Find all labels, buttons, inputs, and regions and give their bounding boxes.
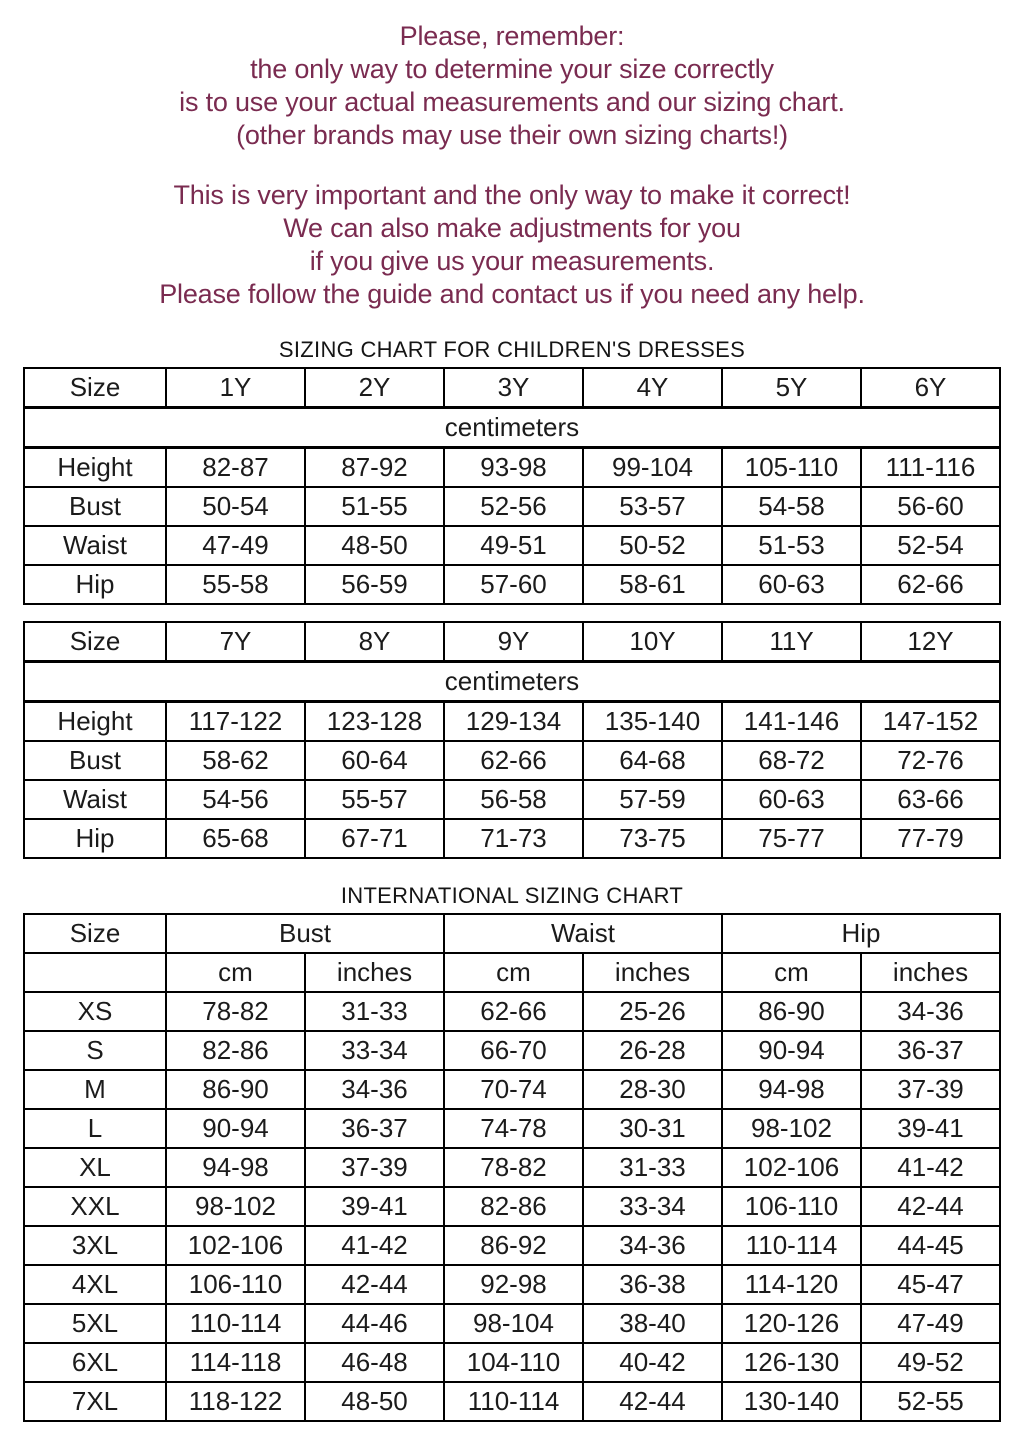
children-chart-title: SIZING CHART FOR CHILDREN'S DRESSES bbox=[278, 337, 746, 362]
size-column-header: 8Y bbox=[305, 622, 444, 662]
measure-value: 98-102 bbox=[166, 1187, 305, 1226]
measure-value: 68-72 bbox=[722, 741, 861, 780]
size-column-header: 1Y bbox=[166, 368, 305, 408]
unit-row bbox=[24, 408, 1000, 448]
measure-value: 33-34 bbox=[583, 1187, 722, 1226]
measure-value: 51-53 bbox=[722, 526, 861, 565]
measure-value: 52-54 bbox=[861, 526, 1000, 565]
size-cell: XS bbox=[24, 992, 166, 1031]
measure-value: 86-90 bbox=[722, 992, 861, 1031]
measure-value: 56-59 bbox=[305, 565, 444, 604]
unit-header-inches: inches bbox=[861, 953, 1000, 992]
measure-label: Height bbox=[24, 448, 166, 488]
measure-row bbox=[24, 741, 1000, 780]
size-cell: 4XL bbox=[24, 1265, 166, 1304]
unit-header-cm: cm bbox=[722, 953, 861, 992]
children-size-table-1y-6y bbox=[23, 367, 1001, 605]
measure-value: 90-94 bbox=[166, 1109, 305, 1148]
measure-value: 65-68 bbox=[166, 819, 305, 858]
size-row bbox=[24, 1109, 1000, 1148]
size-cell: L bbox=[24, 1109, 166, 1148]
measure-value: 58-61 bbox=[583, 565, 722, 604]
measure-value: 44-45 bbox=[861, 1226, 1000, 1265]
measure-value: 40-42 bbox=[583, 1343, 722, 1382]
measure-value: 93-98 bbox=[444, 448, 583, 488]
measure-value: 99-104 bbox=[583, 448, 722, 488]
measure-value: 37-39 bbox=[861, 1070, 1000, 1109]
measure-value: 126-130 bbox=[722, 1343, 861, 1382]
measure-row bbox=[24, 448, 1000, 488]
unit-header-inches: inches bbox=[583, 953, 722, 992]
unit-label: centimeters bbox=[24, 662, 1000, 702]
measure-label: Hip bbox=[24, 565, 166, 604]
measure-value: 36-37 bbox=[305, 1109, 444, 1148]
measure-value: 106-110 bbox=[166, 1265, 305, 1304]
size-row bbox=[24, 1226, 1000, 1265]
measure-value: 48-50 bbox=[305, 1382, 444, 1421]
measure-value: 82-86 bbox=[166, 1031, 305, 1070]
size-column-header: 3Y bbox=[444, 368, 583, 408]
measure-value: 57-59 bbox=[583, 780, 722, 819]
size-column-header: 11Y bbox=[722, 622, 861, 662]
measure-value: 135-140 bbox=[583, 702, 722, 742]
measure-value: 39-41 bbox=[861, 1109, 1000, 1148]
measure-value: 28-30 bbox=[583, 1070, 722, 1109]
measure-value: 48-50 bbox=[305, 526, 444, 565]
measure-value: 41-42 bbox=[305, 1226, 444, 1265]
measure-value: 111-116 bbox=[861, 448, 1000, 488]
measure-label: Bust bbox=[24, 487, 166, 526]
measure-value: 129-134 bbox=[444, 702, 583, 742]
measure-row bbox=[24, 819, 1000, 858]
intro-line: if you give us your measurements. bbox=[309, 246, 715, 276]
measure-value: 56-58 bbox=[444, 780, 583, 819]
measure-value: 47-49 bbox=[861, 1304, 1000, 1343]
size-cell: M bbox=[24, 1070, 166, 1109]
measure-value: 70-74 bbox=[444, 1070, 583, 1109]
measure-value: 78-82 bbox=[444, 1148, 583, 1187]
measure-value: 87-92 bbox=[305, 448, 444, 488]
size-row bbox=[24, 1070, 1000, 1109]
measure-value: 66-70 bbox=[444, 1031, 583, 1070]
measure-value: 44-46 bbox=[305, 1304, 444, 1343]
size-row bbox=[24, 992, 1000, 1031]
size-cell: S bbox=[24, 1031, 166, 1070]
size-column-header: 10Y bbox=[583, 622, 722, 662]
measure-value: 62-66 bbox=[861, 565, 1000, 604]
measure-value: 60-64 bbox=[305, 741, 444, 780]
measure-value: 57-60 bbox=[444, 565, 583, 604]
international-chart-title: INTERNATIONAL SIZING CHART bbox=[340, 883, 684, 908]
size-cell: 3XL bbox=[24, 1226, 166, 1265]
measure-value: 98-102 bbox=[722, 1109, 861, 1148]
size-row bbox=[24, 1187, 1000, 1226]
measure-value: 106-110 bbox=[722, 1187, 861, 1226]
measure-value: 72-76 bbox=[861, 741, 1000, 780]
measure-value: 77-79 bbox=[861, 819, 1000, 858]
size-row bbox=[24, 1031, 1000, 1070]
size-row bbox=[24, 1148, 1000, 1187]
intro-note-primary bbox=[0, 0, 1024, 152]
size-cell: XL bbox=[24, 1148, 166, 1187]
measure-value: 47-49 bbox=[166, 526, 305, 565]
measure-value: 141-146 bbox=[722, 702, 861, 742]
unit-header-row bbox=[24, 953, 1000, 992]
measure-value: 75-77 bbox=[722, 819, 861, 858]
measure-value: 120-126 bbox=[722, 1304, 861, 1343]
measure-row bbox=[24, 702, 1000, 742]
measure-value: 110-114 bbox=[166, 1304, 305, 1343]
measure-value: 130-140 bbox=[722, 1382, 861, 1421]
measure-value: 45-47 bbox=[861, 1265, 1000, 1304]
size-cell: 7XL bbox=[24, 1382, 166, 1421]
size-column-header: 9Y bbox=[444, 622, 583, 662]
measure-value: 71-73 bbox=[444, 819, 583, 858]
measure-value: 25-26 bbox=[583, 992, 722, 1031]
measure-value: 34-36 bbox=[583, 1226, 722, 1265]
measure-value: 26-28 bbox=[583, 1031, 722, 1070]
size-header-row bbox=[24, 368, 1000, 408]
measure-row bbox=[24, 565, 1000, 604]
measure-value: 117-122 bbox=[166, 702, 305, 742]
measure-value: 36-38 bbox=[583, 1265, 722, 1304]
size-column-header: 5Y bbox=[722, 368, 861, 408]
measure-value: 60-63 bbox=[722, 780, 861, 819]
size-header-cell: Size bbox=[24, 914, 166, 953]
measure-value: 62-66 bbox=[444, 992, 583, 1031]
measure-value: 31-33 bbox=[583, 1148, 722, 1187]
measure-value: 42-44 bbox=[305, 1265, 444, 1304]
size-cell: XXL bbox=[24, 1187, 166, 1226]
measure-value: 104-110 bbox=[444, 1343, 583, 1382]
children-size-table-7y-12y bbox=[23, 621, 1001, 859]
measure-value: 49-51 bbox=[444, 526, 583, 565]
unit-row bbox=[24, 662, 1000, 702]
measure-row bbox=[24, 487, 1000, 526]
international-size-table bbox=[23, 913, 1001, 1422]
measure-value: 39-41 bbox=[305, 1187, 444, 1226]
intro-line: Please follow the guide and contact us if you need any help. bbox=[159, 279, 865, 309]
measure-value: 52-56 bbox=[444, 487, 583, 526]
size-row bbox=[24, 1265, 1000, 1304]
unit-header-inches: inches bbox=[305, 953, 444, 992]
intro-line: Please, remember: bbox=[399, 21, 625, 51]
size-cell: 5XL bbox=[24, 1304, 166, 1343]
measure-value: 82-86 bbox=[444, 1187, 583, 1226]
measure-row bbox=[24, 780, 1000, 819]
measure-value: 60-63 bbox=[722, 565, 861, 604]
measure-value: 50-52 bbox=[583, 526, 722, 565]
measure-value: 50-54 bbox=[166, 487, 305, 526]
measure-value: 82-87 bbox=[166, 448, 305, 488]
size-row bbox=[24, 1382, 1000, 1421]
intro-line: (other brands may use their own sizing charts!) bbox=[236, 120, 788, 150]
measure-value: 86-90 bbox=[166, 1070, 305, 1109]
size-column-header: 7Y bbox=[166, 622, 305, 662]
intro-line: the only way to determine your size correctly bbox=[250, 54, 774, 84]
measure-value: 118-122 bbox=[166, 1382, 305, 1421]
measure-value: 67-71 bbox=[305, 819, 444, 858]
measure-value: 147-152 bbox=[861, 702, 1000, 742]
measure-value: 92-98 bbox=[444, 1265, 583, 1304]
measure-value: 102-106 bbox=[722, 1148, 861, 1187]
measure-value: 114-120 bbox=[722, 1265, 861, 1304]
group-header: Hip bbox=[722, 914, 1000, 953]
measure-value: 56-60 bbox=[861, 487, 1000, 526]
measure-value: 53-57 bbox=[583, 487, 722, 526]
size-row bbox=[24, 1304, 1000, 1343]
measure-value: 55-57 bbox=[305, 780, 444, 819]
measure-value: 94-98 bbox=[166, 1148, 305, 1187]
measure-value: 105-110 bbox=[722, 448, 861, 488]
measure-value: 94-98 bbox=[722, 1070, 861, 1109]
measure-value: 58-62 bbox=[166, 741, 305, 780]
intro-line: is to use your actual measurements and our sizing chart. bbox=[179, 87, 845, 117]
measure-value: 51-55 bbox=[305, 487, 444, 526]
measure-value: 42-44 bbox=[861, 1187, 1000, 1226]
measure-value: 73-75 bbox=[583, 819, 722, 858]
size-header-cell: Size bbox=[24, 368, 166, 408]
measure-value: 36-37 bbox=[861, 1031, 1000, 1070]
measure-value: 42-44 bbox=[583, 1382, 722, 1421]
measure-value: 110-114 bbox=[722, 1226, 861, 1265]
size-header-cell: Size bbox=[24, 622, 166, 662]
measure-value: 54-56 bbox=[166, 780, 305, 819]
size-header-row bbox=[24, 622, 1000, 662]
size-column-header: 6Y bbox=[861, 368, 1000, 408]
size-column-header: 4Y bbox=[583, 368, 722, 408]
measure-value: 31-33 bbox=[305, 992, 444, 1031]
measure-value: 62-66 bbox=[444, 741, 583, 780]
measure-value: 86-92 bbox=[444, 1226, 583, 1265]
measure-value: 110-114 bbox=[444, 1382, 583, 1421]
size-cell: 6XL bbox=[24, 1343, 166, 1382]
empty-cell bbox=[24, 953, 166, 992]
group-header-row bbox=[24, 914, 1000, 953]
intro-line: This is very important and the only way to make it correct! bbox=[173, 180, 851, 210]
measure-row bbox=[24, 526, 1000, 565]
measure-value: 102-106 bbox=[166, 1226, 305, 1265]
measure-label: Waist bbox=[24, 780, 166, 819]
measure-value: 34-36 bbox=[861, 992, 1000, 1031]
measure-value: 64-68 bbox=[583, 741, 722, 780]
measure-value: 41-42 bbox=[861, 1148, 1000, 1187]
group-header: Bust bbox=[166, 914, 444, 953]
group-header: Waist bbox=[444, 914, 722, 953]
measure-label: Height bbox=[24, 702, 166, 742]
unit-header-cm: cm bbox=[166, 953, 305, 992]
measure-value: 74-78 bbox=[444, 1109, 583, 1148]
measure-value: 63-66 bbox=[861, 780, 1000, 819]
measure-value: 30-31 bbox=[583, 1109, 722, 1148]
measure-value: 123-128 bbox=[305, 702, 444, 742]
measure-value: 55-58 bbox=[166, 565, 305, 604]
measure-value: 90-94 bbox=[722, 1031, 861, 1070]
measure-value: 37-39 bbox=[305, 1148, 444, 1187]
measure-value: 34-36 bbox=[305, 1070, 444, 1109]
unit-label: centimeters bbox=[24, 408, 1000, 448]
intro-line: We can also make adjustments for you bbox=[283, 213, 741, 243]
measure-value: 49-52 bbox=[861, 1343, 1000, 1382]
measure-label: Bust bbox=[24, 741, 166, 780]
size-row bbox=[24, 1343, 1000, 1382]
measure-value: 46-48 bbox=[305, 1343, 444, 1382]
measure-value: 38-40 bbox=[583, 1304, 722, 1343]
measure-value: 114-118 bbox=[166, 1343, 305, 1382]
intro-note-secondary bbox=[0, 179, 1024, 311]
unit-header-cm: cm bbox=[444, 953, 583, 992]
measure-label: Waist bbox=[24, 526, 166, 565]
measure-value: 33-34 bbox=[305, 1031, 444, 1070]
measure-value: 78-82 bbox=[166, 992, 305, 1031]
size-column-header: 2Y bbox=[305, 368, 444, 408]
measure-value: 54-58 bbox=[722, 487, 861, 526]
size-column-header: 12Y bbox=[861, 622, 1000, 662]
measure-value: 98-104 bbox=[444, 1304, 583, 1343]
measure-value: 52-55 bbox=[861, 1382, 1000, 1421]
measure-label: Hip bbox=[24, 819, 166, 858]
